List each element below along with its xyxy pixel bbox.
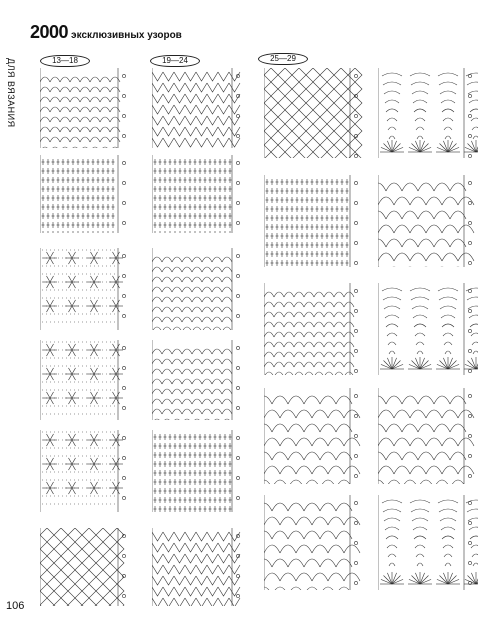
row-markers: [354, 74, 357, 157]
crochet-chart-1-4: [40, 340, 132, 420]
chart-symbols: [152, 155, 232, 233]
row-markers: [236, 346, 239, 409]
row-markers: [354, 289, 357, 372]
crochet-chart-4-4: [378, 388, 478, 484]
crochet-chart-2-4: [152, 340, 246, 420]
row-markers: [122, 254, 125, 317]
chart-symbols: [378, 388, 474, 484]
chart-symbols: [152, 340, 232, 420]
crochet-chart-4-2: [378, 175, 478, 267]
crochet-chart-1-5: [40, 430, 132, 512]
row-markers: [354, 394, 357, 477]
crochet-chart-3-1: [264, 68, 364, 158]
crochet-chart-4-1: [378, 68, 478, 158]
chart-symbols: [378, 495, 478, 590]
row-markers: [122, 161, 125, 224]
chart-symbols: [40, 528, 124, 606]
crochet-chart-1-1: [40, 68, 132, 148]
row-markers: [122, 436, 125, 499]
chart-symbols: [264, 283, 354, 375]
book-title-number: 2000: [30, 22, 69, 42]
range-label-col3: 25—29: [258, 53, 308, 65]
page-header: [30, 22, 182, 44]
chart-symbols: [152, 430, 232, 512]
row-markers: [468, 289, 471, 372]
book-title-subtitle: эксклюзивных узоров: [71, 30, 182, 41]
row-markers: [354, 501, 357, 584]
crochet-chart-2-2: [152, 155, 246, 233]
crochet-chart-4-3: [378, 283, 478, 375]
row-markers: [236, 436, 239, 499]
crochet-chart-2-1: [152, 68, 246, 148]
chart-symbols: [378, 283, 478, 375]
chart-symbols: [264, 495, 360, 590]
row-markers: [122, 74, 125, 137]
row-markers: [122, 534, 125, 597]
crochet-chart-2-6: [152, 528, 246, 606]
crochet-chart-3-2: [264, 175, 364, 267]
chart-symbols: [264, 175, 350, 267]
page-number: 106: [6, 600, 25, 612]
row-markers: [468, 181, 471, 264]
row-markers: [354, 181, 357, 264]
chart-symbols: [378, 175, 474, 267]
row-markers: [468, 394, 471, 477]
row-markers: [236, 161, 239, 224]
row-markers: [122, 346, 125, 409]
crochet-chart-2-3: [152, 248, 246, 330]
row-markers: [236, 254, 239, 317]
crochet-chart-3-3: [264, 283, 364, 375]
chart-symbols: [378, 68, 478, 158]
crochet-chart-4-5: [378, 495, 478, 590]
chart-symbols: [264, 68, 362, 158]
chart-symbols: [152, 528, 240, 606]
chart-symbols: [152, 248, 232, 330]
chart-symbols: [40, 248, 123, 330]
crochet-chart-3-5: [264, 495, 364, 590]
row-markers: [468, 501, 471, 584]
chart-symbols: [40, 155, 118, 233]
crochet-chart-3-4: [264, 388, 364, 484]
range-label-col2: 19—24: [150, 55, 200, 67]
chart-symbols: [40, 340, 123, 420]
crochet-chart-1-3: [40, 248, 132, 330]
chart-symbols: [152, 68, 240, 148]
crochet-chart-1-6: [40, 528, 132, 606]
chart-symbols: [40, 68, 120, 148]
chart-symbols: [264, 388, 360, 484]
spine-label: [2, 58, 20, 128]
spine-text: ДЛЯ ВЯЗАНИЯ: [6, 58, 16, 128]
chart-symbols: [40, 430, 123, 512]
crochet-chart-2-5: [152, 430, 246, 512]
crochet-chart-1-2: [40, 155, 132, 233]
range-label-col1: 13—18: [40, 55, 90, 67]
